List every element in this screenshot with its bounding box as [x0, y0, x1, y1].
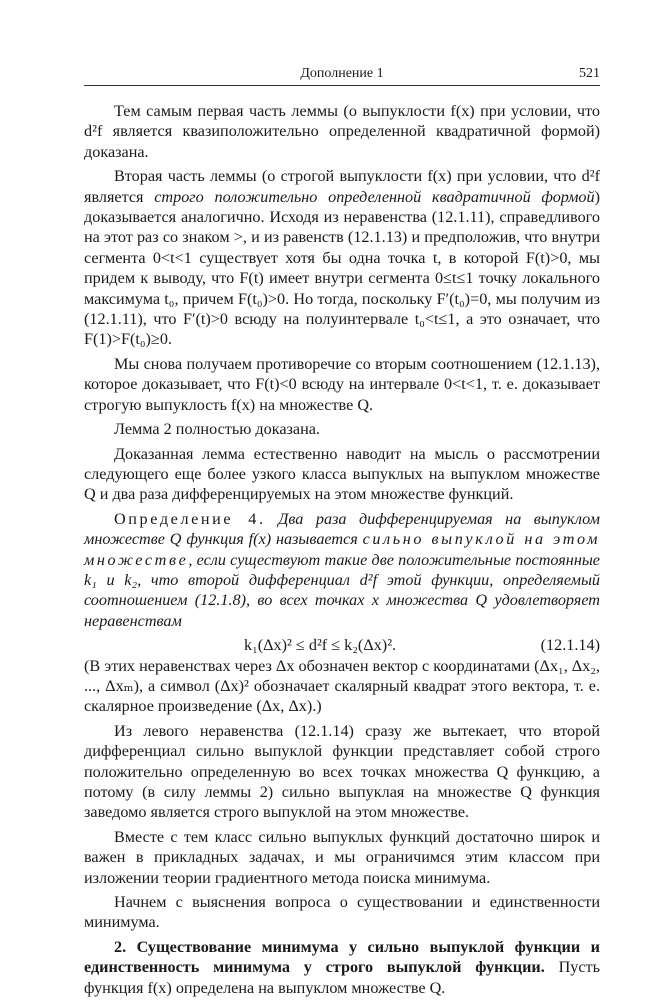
text-run: Пусть функция f(x) определена на выпуклом множестве Q.	[84, 958, 600, 997]
paragraph: Из левого неравенства (12.1.14) сразу же вытекает, что второй дифференциал сильно выпуклой функции представляет собой строго положительно определенную во всех точках множества Q функцию, а потому (в силу леммы 2) сильно выпуклая на множестве Q функция заведомо является строго выпуклой на этом множестве.	[84, 721, 600, 822]
paragraph: Вместе с тем класс сильно выпуклых функций достаточно широк и важен в прикладных задачах, и мы ограничимся этим классом при изложении теории градиентного метода поиска минимума.	[84, 827, 600, 887]
italic-run: , если существуют такие две положительные постоянные k₁ и k₂, что второй дифференциал d²f этой функции, определяемый соотношением (12.1.8), во всех точках x множества Q удовлетворяет неравенствам	[84, 550, 600, 630]
display-formula	[84, 635, 600, 655]
header-title: Дополнение 1	[300, 66, 384, 81]
paragraph: Лемма 2 полностью доказана.	[114, 420, 320, 439]
definition	[84, 509, 600, 631]
formula-expression: k₁(Δx)² ≤ d²f ≤ k₂(Δx)².	[244, 636, 397, 655]
italic-run: строго положительно определенной квадратичной формой	[154, 187, 595, 206]
spaced-term: сильно выпуклой на этом множестве	[84, 530, 600, 569]
page-body	[84, 101, 600, 1002]
italic-run: Два раза дифференцируемая на выпуклом множестве Q функция f(x) называется	[84, 509, 600, 549]
paragraph: Доказанная лемма естественно наводит на мысль о рассмотрении следующего еще более узкого класса выпуклых на выпуклом множестве Q и два раза дифференцируемых на этом множестве функций.	[84, 444, 600, 504]
paragraph: Начнем с выяснения вопроса о существовании и единственности минимума.	[84, 893, 600, 932]
section-title: 2. Существование минимума у сильно выпуклой функции и единственность минимума у строго выпуклой функции.	[84, 937, 600, 977]
paragraph	[84, 166, 600, 350]
paragraph: (В этих неравенствах через Δx обозначен вектор с координатами (Δx₁, Δx₂, ..., Δxₘ), а символ (Δx)² обозначает скалярный квадрат этого вектора, т. е. скалярное произведение (Δx, Δx).)	[84, 656, 600, 716]
page-number: 521	[579, 66, 600, 81]
text-run: ) доказывается аналогично. Исходя из неравенства (12.1.11), справедливого на этот раз со знаком >, и из равенств (12.1.13) и предположив, что внутри сегмента 0<t<1 существует хотя бы одна точка t, в которой F(t)>0, мы придем к выводу, что F(t) имеет внутри сегмента 0≤t≤1 точку локального максимума t₀, причем F(t₀)>0. Но тогда, поскольку F′(t₀)=0, мы получим из (12.1.11), что F′(t)>0 всюду на полуинтервале t₀<t≤1, а это означает, что F(1)>F(t₀)≥0.	[84, 187, 600, 349]
formula-number: (12.1.14)	[540, 636, 600, 655]
section-paragraph	[84, 937, 600, 998]
running-header	[84, 66, 600, 86]
paragraph: Тем самым первая часть леммы (о выпуклости f(x) при условии, что d²f является квазиположительно определенной квадратичной формой) доказана.	[84, 102, 600, 161]
paragraph: Мы снова получаем противоречие со вторым соотношением (12.1.13), которое доказывает, что F(t)<0 всюду на интервале 0<t<1, т. е. доказывает строгую выпуклость f(x) на множестве Q.	[84, 354, 600, 414]
definition-label: Определение 4.	[114, 509, 266, 528]
text-run: Вторая часть леммы (о строгой выпуклости f(x) при условии, что d²f является	[84, 167, 600, 206]
